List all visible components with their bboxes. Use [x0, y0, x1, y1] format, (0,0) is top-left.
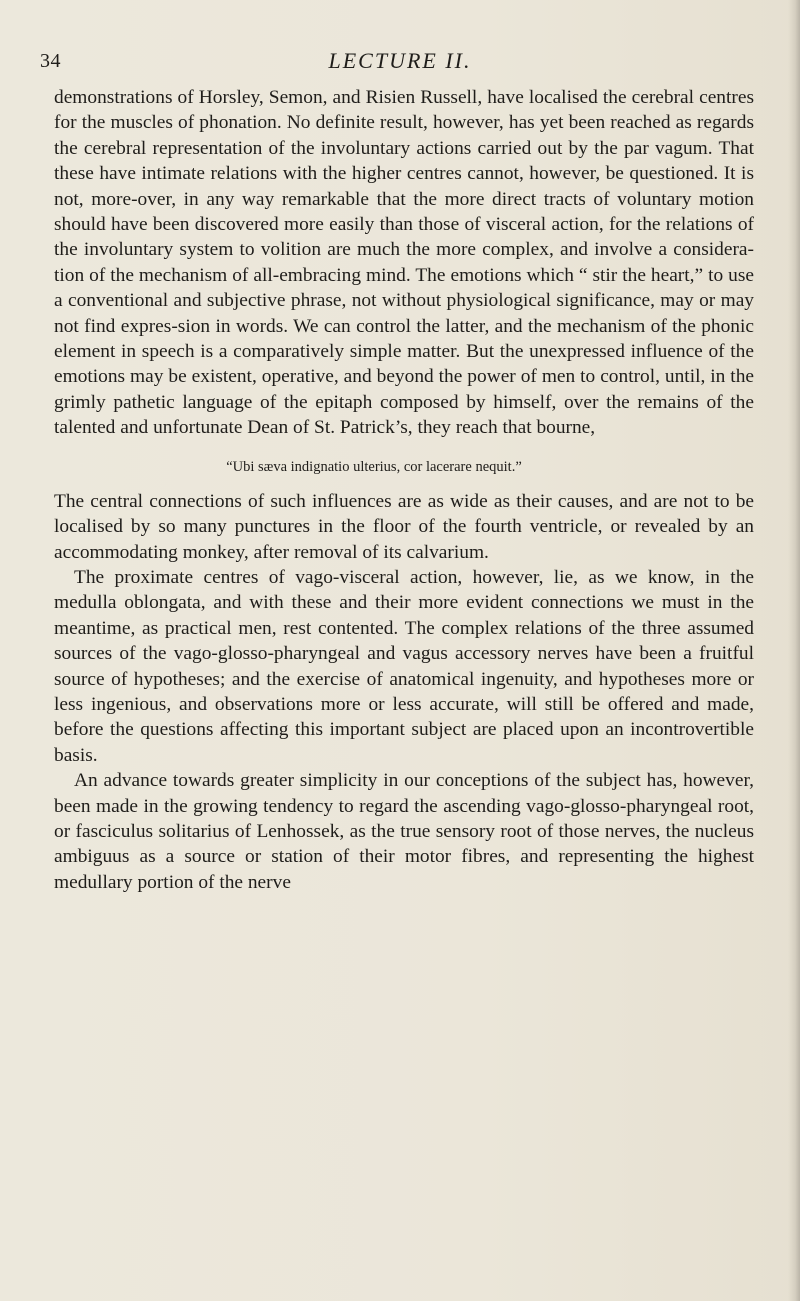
epitaph-quote: “Ubi sæva indignatio ulterius, cor lacerare nequit.” [226, 458, 522, 475]
body-text [54, 85, 754, 895]
paragraph-advance: An advance towards greater simplicity in our conceptions of the subject has, however, been made in the growing tendency to regard the ascending vago-glosso-pharyngeal root, or fasciculus solitarius of Lenhossek, as the true sensory root of those nerves, the nucleus ambiguus as a source or station of their motor fibres, and representing the highest medullary portion of the nerve [54, 770, 754, 893]
paragraph-continued: demonstrations of Horsley, Semon, and Risien Russell, have localised the cerebral centres for the muscles of phonation. No definite result, however, has yet been reached as regards the cerebral representation of the involuntary actions carried out by the par vagum. That these have intimate relations with the higher centres cannot, however, be questioned. It is not, more-over, in any way remarkable that the more direct tracts of voluntary motion should have been discovered more easily than those of visceral action, for the relations of the involuntary system to volition are much the more complex, and involve a considera-tion of the mechanism of all-embracing mind. The emotions which “ stir the heart,” to use a conventional and subjective phrase, not without physiological significance, may or may not find expres-sion in words. We can control the latter, and the mechanism of the phonic element in speech is a comparatively simple matter. But the unexpressed influence of the emotions may be existent, operative, and beyond the power of men to control, until, in the grimly pathetic language of the epitaph composed by himself, over the remains of the talented and unfortunate Dean of St. Patrick’s, they reach that bourne, [54, 87, 754, 439]
page-number: 34 [40, 50, 61, 72]
paragraph-proximate-centres: The proximate centres of vago-visceral action, however, lie, as we know, in the medulla oblongata, and with these and their more evident connections we must in the meantime, as practical men, rest contented. The complex relations of the three assumed sources of the vago-glosso-pharyngeal and vagus accessory nerves have been a fruitful source of hypotheses; and the exercise of anatomical ingenuity, and hypotheses more or less ingenious, and observations more or less accurate, will still be offered and made, before the questions affecting this important subject are placed upon an incontrovertible basis. [54, 566, 754, 766]
running-head: LECTURE II. [328, 48, 472, 73]
page-header [40, 46, 752, 76]
paragraph-central-connections: The central connections of such influences are as wide as their causes, and are not to be localised by so many punctures in the floor of the fourth ventricle, or revealed by an accommodating monkey, after removal of its calvarium. [54, 490, 754, 563]
page-edge-shadow [788, 0, 800, 1301]
